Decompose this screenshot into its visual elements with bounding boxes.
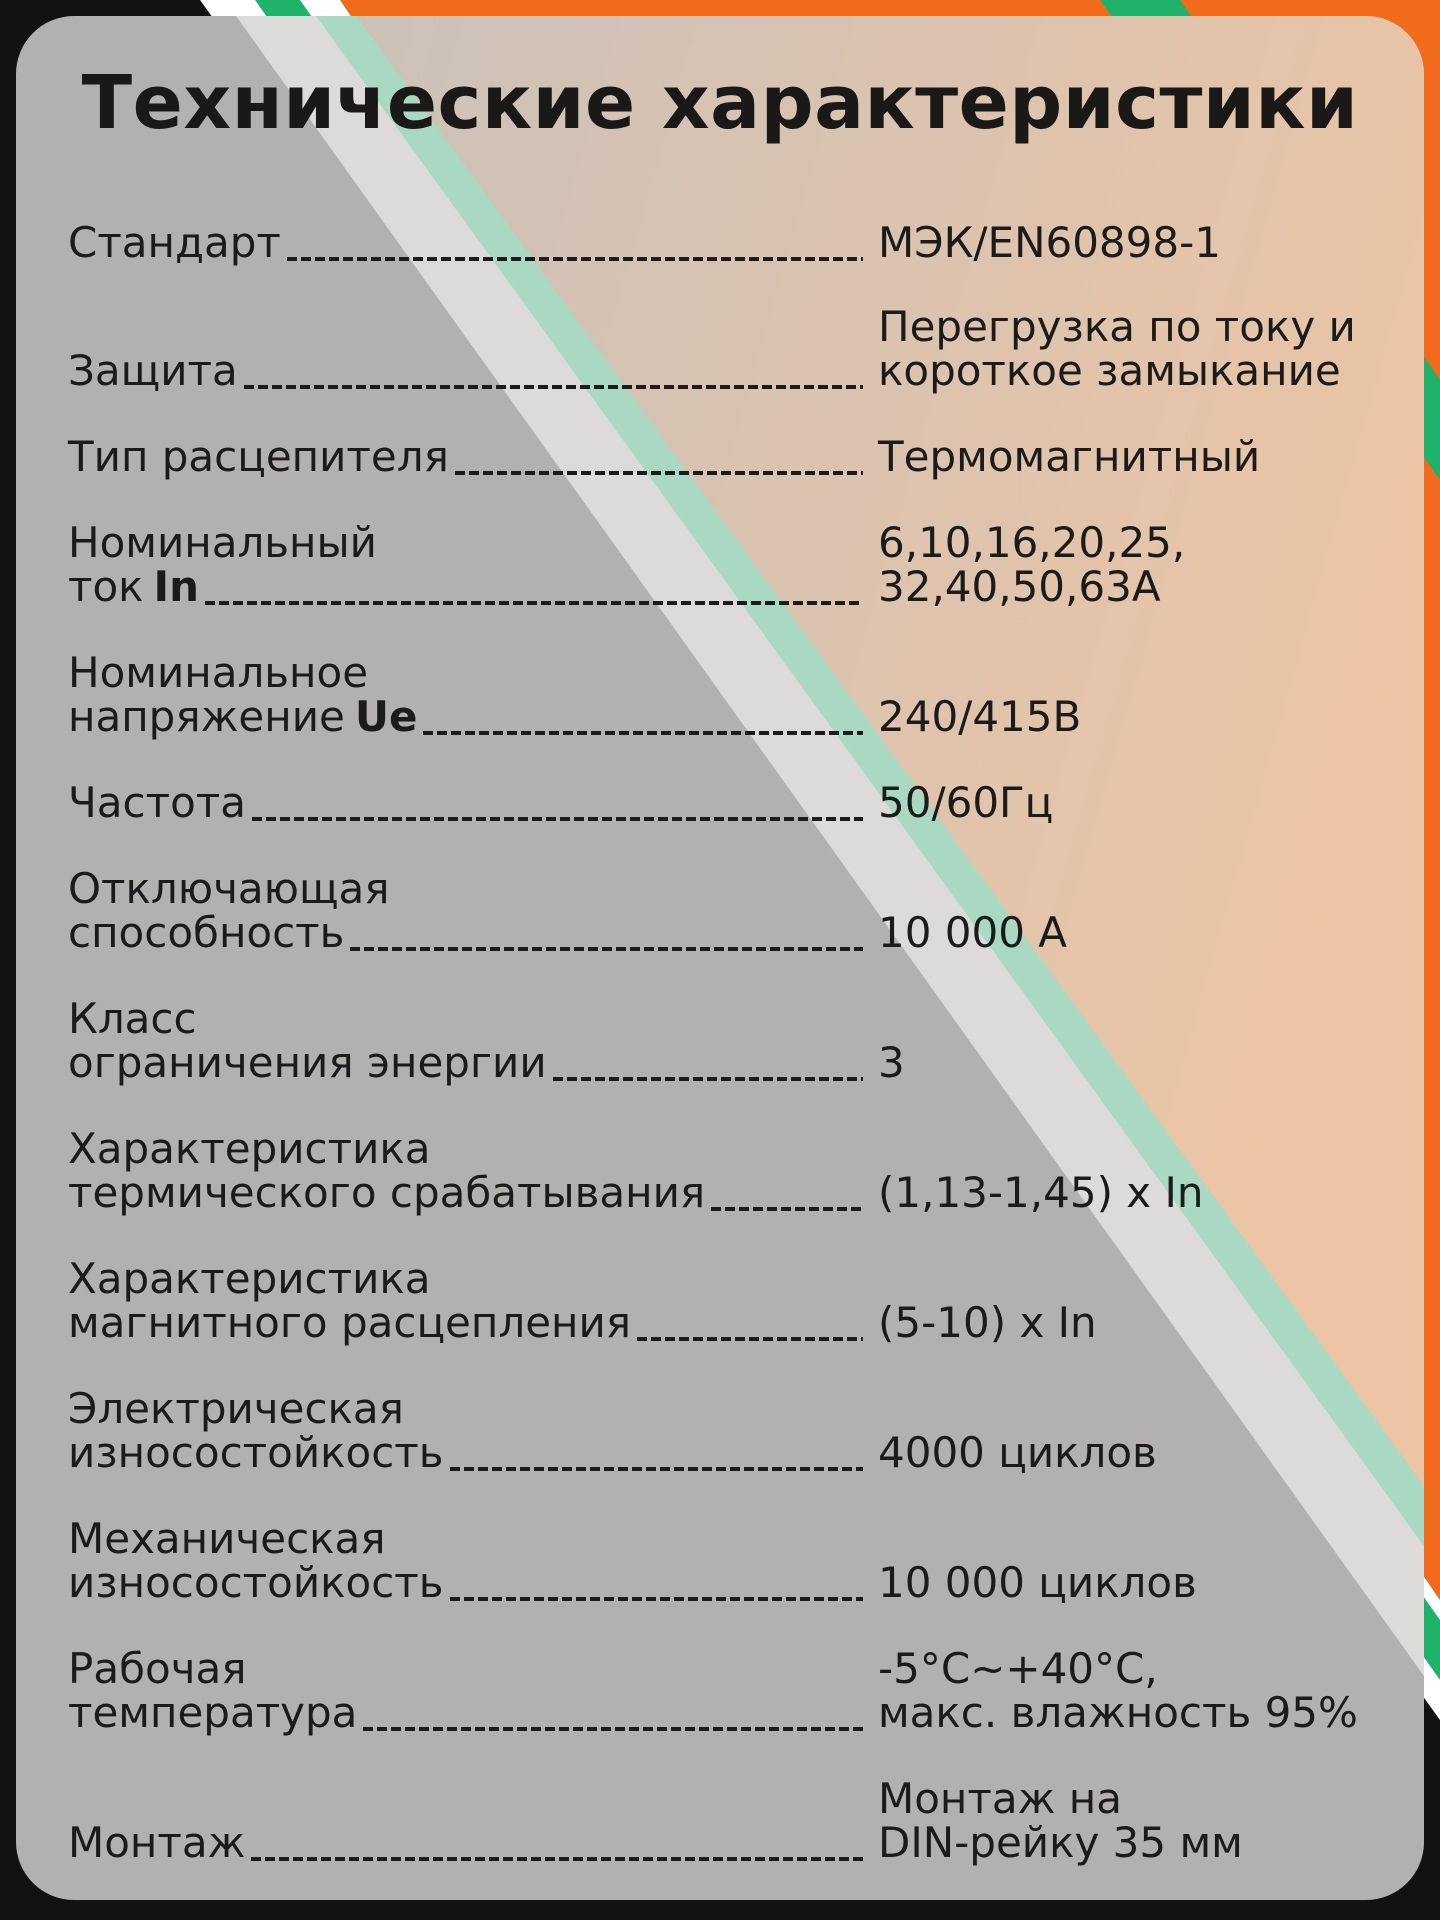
spec-label-text: износостойкость [68,1558,444,1607]
spec-row-breaking-capacity [68,864,1408,957]
spec-label-text: Частота [68,778,246,827]
spec-row-standard [68,218,1408,267]
spec-label-text: Стандарт [68,218,281,267]
spec-label [68,432,863,481]
spec-label-text: Класс [68,994,197,1043]
spec-label [68,218,863,267]
spec-value [878,908,1418,957]
spec-row-frequency [68,778,1408,827]
spec-value-line: 32,40,50,63А [878,562,1161,611]
card-background [16,16,1424,1900]
spec-label-text: термического срабатывания [68,1168,706,1217]
spec-row-rated-voltage [68,648,1408,741]
spec-value-line: Термомагнитный [878,432,1261,481]
spec-row-mechanical-endurance [68,1514,1408,1607]
spec-value-line: 4000 циклов [878,1428,1157,1477]
spec-value [878,518,1418,611]
spec-value [878,1038,1418,1087]
spec-value-line: DIN-рейку 35 мм [878,1818,1243,1867]
spec-value-line: МЭК/EN60898-1 [878,218,1221,267]
spec-label [68,864,863,957]
spec-label [68,1514,863,1607]
spec-row-energy-class [68,994,1408,1087]
spec-value [878,1558,1418,1607]
spec-value [878,1428,1418,1477]
spec-label-text: Защита [68,346,238,395]
spec-label-text: износостойкость [68,1428,444,1477]
spec-label-text: напряжение [68,692,345,741]
dotted-leader [251,1851,863,1861]
spec-value-line: -5°C~+40°C, [878,1644,1158,1693]
spec-row-release-type [68,432,1408,481]
dotted-leader [637,1331,863,1341]
spec-label-text: Характеристика [68,1124,431,1173]
spec-value-line: 10 000 А [878,908,1068,957]
spec-label [68,1254,863,1347]
spec-row-protection [68,302,1408,395]
spec-value-line: 240/415В [878,692,1082,741]
spec-label-text: Рабочая [68,1644,247,1693]
spec-label-text: ограничения энергии [68,1038,547,1087]
dotted-leader [350,941,863,951]
spec-label-text: способность [68,908,345,957]
spec-label-text: Электрическая [68,1384,404,1433]
spec-row-mounting [68,1774,1408,1867]
spec-label [68,778,863,827]
spec-row-rated-current [68,518,1408,611]
spec-value [878,1644,1418,1737]
spec-value [878,302,1418,395]
dotted-leader [244,379,863,389]
spec-label [68,648,863,741]
spec-label [68,346,863,395]
spec-value-line: (5-10) x In [878,1298,1097,1347]
spec-value [878,692,1418,741]
spec-value [878,1298,1418,1347]
spec-label-text: Номинальный [68,518,377,567]
dotted-leader [450,1591,864,1601]
spec-value-line: 10 000 циклов [878,1558,1197,1607]
dotted-leader [553,1071,863,1081]
dotted-leader [363,1721,863,1731]
spec-value [878,218,1418,267]
spec-label [68,1384,863,1477]
spec-row-operating-temperature [68,1644,1408,1737]
spec-label [68,1644,863,1737]
spec-label-text: магнитного расцепления [68,1298,632,1347]
dotted-leader [711,1201,863,1211]
spec-label-text: Тип расцепителя [68,432,449,481]
spec-symbol: In [153,562,200,611]
spec-symbol: Ue [354,692,418,741]
spec-value-line: 6,10,16,20,25, [878,518,1186,567]
spec-label [68,1124,863,1217]
dotted-leader [205,595,863,605]
spec-label-text: ток [68,562,144,611]
spec-value-line: короткое замыкание [878,346,1341,395]
spec-label-text: Механическая [68,1514,386,1563]
dotted-leader [287,251,863,261]
spec-row-thermal-trip [68,1124,1408,1217]
dotted-leader [455,465,863,475]
page-title: Технические характеристики [81,60,1359,146]
spec-value-line: Монтаж на [878,1774,1122,1823]
spec-row-magnetic-trip [68,1254,1408,1347]
spec-label-text: Номинальное [68,648,369,697]
dotted-leader [423,725,863,735]
spec-value [878,778,1418,827]
dotted-leader [450,1461,864,1471]
spec-value-line: макс. влажность 95% [878,1688,1358,1737]
dotted-leader [252,811,863,821]
spec-value-line: 3 [878,1038,905,1087]
spec-value [878,1168,1418,1217]
spec-label-text: температура [68,1688,358,1737]
spec-value [878,432,1418,481]
spec-value-line: 50/60Гц [878,778,1054,827]
spec-label [68,994,863,1087]
spec-label [68,1818,863,1867]
spec-row-electrical-endurance [68,1384,1408,1477]
spec-label-text: Монтаж [68,1818,246,1867]
spec-label [68,518,863,611]
spec-card [16,16,1424,1900]
spec-label-text: Отключающая [68,864,390,913]
spec-value-line: (1,13-1,45) x In [878,1168,1204,1217]
spec-label-text: Характеристика [68,1254,431,1303]
spec-value-line: Перегрузка по току и [878,302,1356,351]
spec-value [878,1774,1418,1867]
